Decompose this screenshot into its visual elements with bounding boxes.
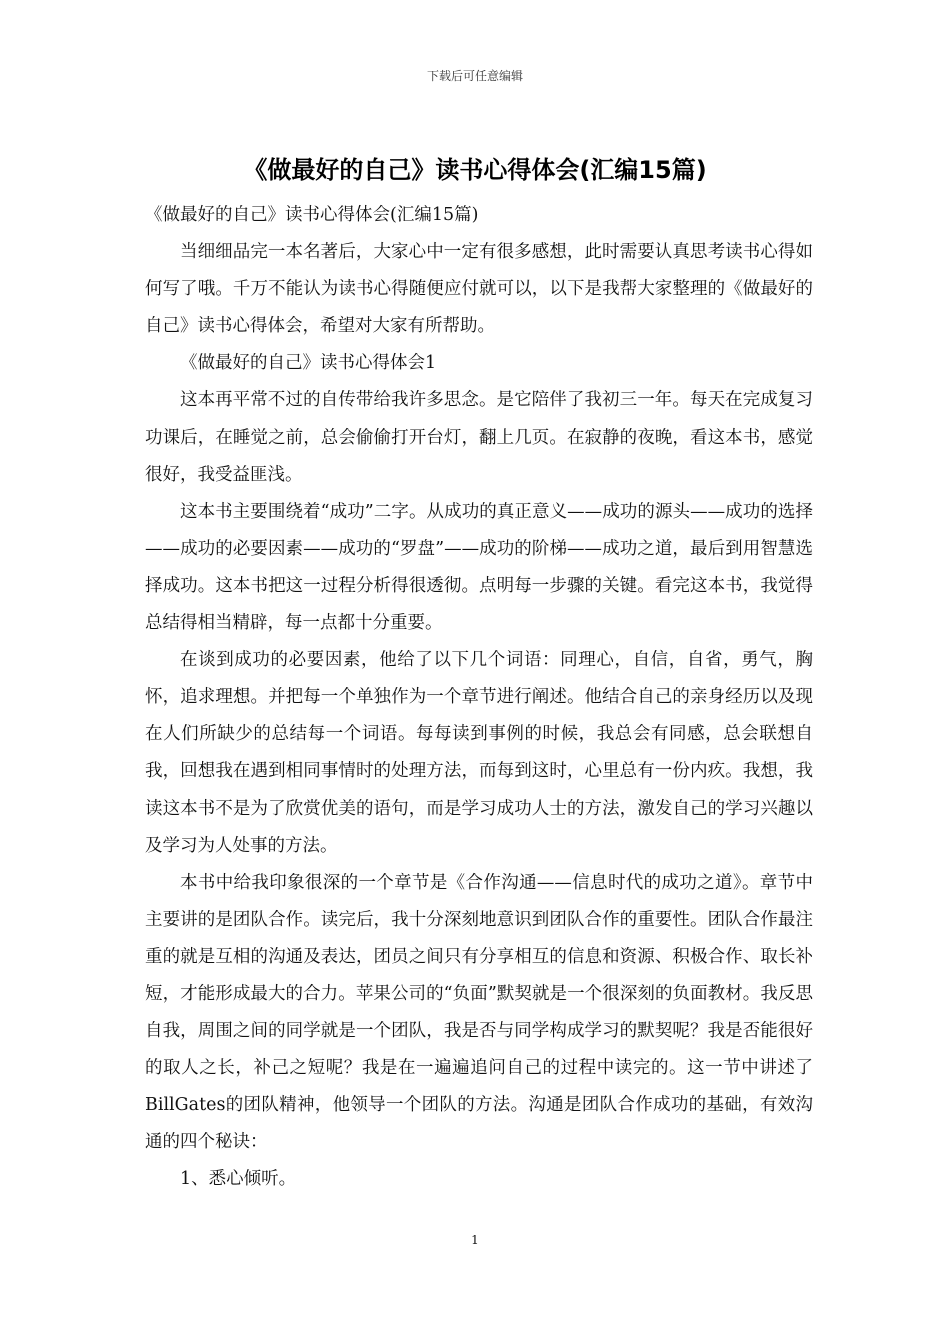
- section-heading: 《做最好的自己》读书心得体会1: [180, 353, 437, 374]
- body-paragraph: 本书中给我印象很深的一个章节是《合作沟通——信息时代的成功之道》。章节中主要讲的是团队合作。读完后，我十分深刻地意识到团队合作的重要性。团队合作最注重的就是互相的沟通及表达，团员之间只有分享相互的信息和资源、积极合作、取长补短，才能形成最大的合力。苹果公司的“负面”默契就是一个很深刻的负面教材。我反思自我，周围之间的同学就是一个团队，我是否与同学构成学习的默契呢？我是否能很好的取人之长，补己之短呢？我是在一遍遍追问自己的过程中读完的。这一节中讲述了BillGates的团队精神，他领导一个团队的方法。沟通是团队合作成功的基础，有效沟通的四个秘诀：: [145, 872, 813, 1153]
- body-paragraph: 这本再平常不过的自传带给我许多思念。是它陪伴了我初三一年。每天在完成复习功课后，在睡觉之前，总会偷偷打开台灯，翻上几页。在寂静的夜晚，看这本书，感觉很好，我受益匪浅。: [145, 390, 813, 485]
- intro-paragraph: 当细细品完一本名著后，大家心中一定有很多感想，此时需要认真思考读书心得如何写了哦。千万不能认为读书心得随便应付就可以，以下是我帮大家整理的《做最好的自己》读书心得体会，希望对大家有所帮助。: [145, 242, 813, 337]
- list-item: 1、悉心倾听。: [180, 1169, 297, 1190]
- document-body: [145, 197, 813, 1199]
- body-paragraph: 这本书主要围绕着“成功”二字。从成功的真正意义——成功的源头——成功的选择——成功的必要因素——成功的“罗盘”——成功的阶梯——成功之道，最后到用智慧选择成功。这本书把这一过程分析得很透彻。点明每一步骤的关键。看完这本书，我觉得总结得相当精辟，每一点都十分重要。: [145, 501, 813, 634]
- subtitle-line: 《做最好的自己》读书心得体会(汇编15篇): [145, 205, 479, 225]
- body-paragraph: 在谈到成功的必要因素，他给了以下几个词语：同理心，自信，自省，勇气，胸怀，追求理想。并把每一个单独作为一个章节进行阐述。他结合自己的亲身经历以及现在人们所缺少的总结每一个词语。每每读到事例的时候，我总会有同感，总会联想自我，回想我在遇到相同事情时的处理方法，而每到这时，心里总有一份内疚。我想，我读这本书不是为了欣赏优美的语句，而是学习成功人士的方法，激发自己的学习兴趣以及学习为人处事的方法。: [145, 650, 813, 856]
- document-title: 《做最好的自己》读书心得体会(汇编15篇): [243, 156, 707, 184]
- page-number: 1: [471, 1233, 479, 1247]
- page-header: 下载后可任意编辑: [426, 69, 523, 83]
